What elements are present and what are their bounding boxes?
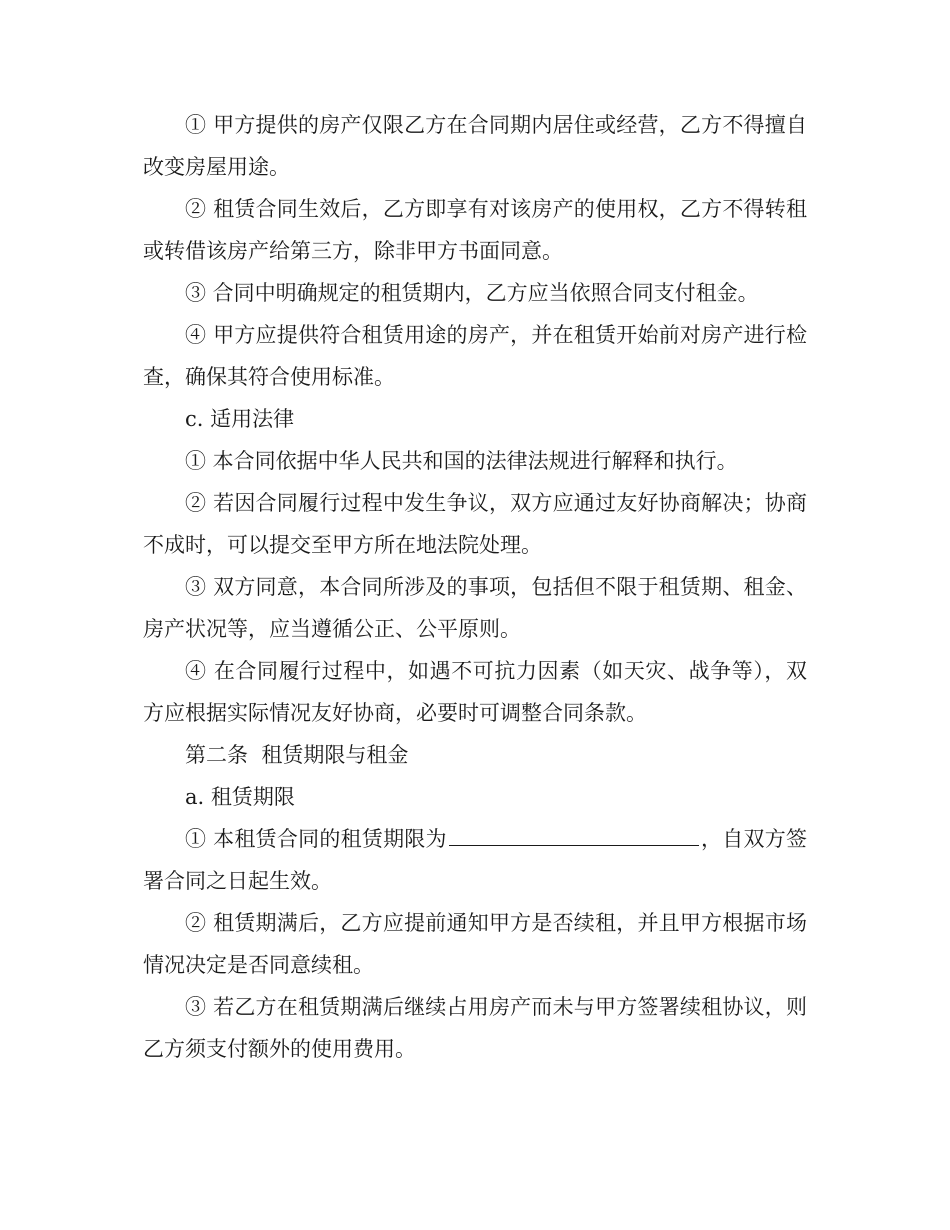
clause-paragraph: ① 甲方提供的房产仅限乙方在合同期内居住或经营，乙方不得擅自改变房屋用途。: [143, 113, 807, 179]
section-heading-applicable-law: c. 适用法律: [185, 407, 295, 431]
clause-paragraph: ② 租赁期满后，乙方应提前通知甲方是否续租，并且甲方根据市场情况决定是否同意续租。: [143, 911, 807, 977]
clause-paragraph: ④ 在合同履行过程中，如遇不可抗力因素（如天灾、战争等），双方应根据实际情况友好协商，必要时可调整合同条款。: [143, 659, 807, 725]
document-body: [143, 104, 807, 1070]
clause-paragraph: ③ 若乙方在租赁期满后继续占用房产而未与甲方签署续租协议，则乙方须支付额外的使用费用。: [143, 995, 807, 1061]
article-heading: 第二条 租赁期限与租金: [185, 743, 409, 767]
clause-paragraph: ④ 甲方应提供符合租赁用途的房产，并在租赁开始前对房产进行检查，确保其符合使用标准。: [143, 323, 807, 389]
term-blank-line: [449, 823, 699, 846]
term-clause-before: ① 本租赁合同的租赁期限为: [185, 827, 447, 851]
clause-paragraph: ② 租赁合同生效后，乙方即享有对该房产的使用权，乙方不得转租或转借该房产给第三方，除非甲方书面同意。: [143, 197, 807, 263]
clause-paragraph: ③ 合同中明确规定的租赁期内，乙方应当依照合同支付租金。: [185, 281, 759, 305]
term-clause-after: ，自双方签署合同之日起生效。: [143, 827, 807, 893]
clause-paragraph: ③ 双方同意，本合同所涉及的事项，包括但不限于租赁期、租金、房产状况等，应当遵循公正、公平原则。: [143, 575, 807, 641]
section-heading-lease-term: a. 租赁期限: [185, 785, 295, 809]
term-clause-paragraph: [143, 818, 807, 902]
clause-paragraph: ① 本合同依据中华人民共和国的法律法规进行解释和执行。: [185, 449, 738, 473]
clause-paragraph: ② 若因合同履行过程中发生争议，双方应通过友好协商解决；协商不成时，可以提交至甲方所在地法院处理。: [143, 491, 807, 557]
